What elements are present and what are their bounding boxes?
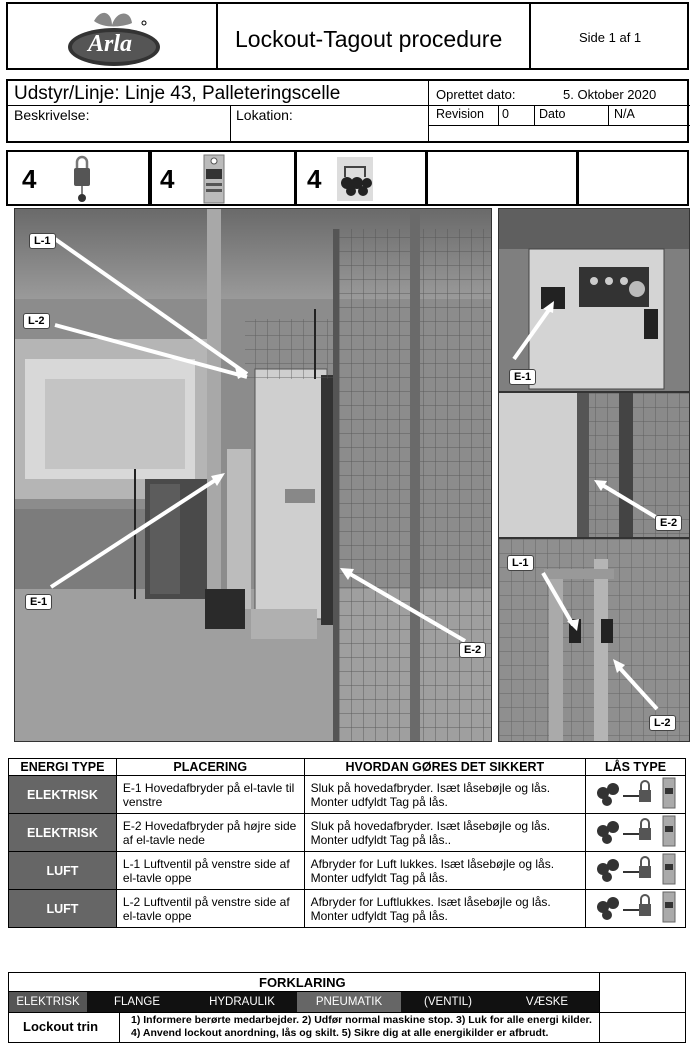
lockout-steps-label: Lockout trin [23, 1019, 99, 1034]
placement-cell: E-2 Hovedafbryder på højre side af el-tavle nede [116, 814, 304, 852]
legend-item: HYDRAULIK [187, 992, 297, 1012]
hasp-count: 4 [307, 164, 322, 194]
legend-item: VÆSKE [495, 992, 599, 1012]
tag-count: 4 [160, 164, 175, 194]
energy-type-badge: ELEKTRISK [27, 787, 98, 802]
header-logo-box [6, 2, 218, 70]
padlock-icon [72, 154, 92, 204]
placement-cell: E-1 Hovedafbryder på el-tavle til venstre [116, 776, 304, 814]
photo-label-e1: E-1 [25, 594, 52, 610]
photo-top-right [498, 208, 690, 392]
lock-devices-icon [593, 890, 679, 924]
how-cell: Sluk på hovedafbryder. Isæt låsebøjle og lås. Monter udfyldt Tag på lås. [304, 776, 585, 814]
how-cell: Afbryder for Luft lukkes. Isæt låsebøjle og lås. Monter udfyldt Tag på lås. [304, 852, 585, 890]
photo-bottom-right [498, 538, 690, 742]
header-lock-type: LÅS TYPE [586, 759, 686, 776]
placement-cell: L-2 Luftventil på venstre side af el-tavle oppe [116, 890, 304, 928]
header-title-box [216, 2, 531, 70]
lock-devices-icon [593, 852, 679, 886]
created-value: 5. Oktober 2020 [563, 87, 657, 102]
lockout-steps-line2: 4) Anvend lockout anordning, lås og skilt. 5) Sikre dig at alle energikilder er afbrudt. [131, 1027, 549, 1039]
location-label: Lokation: [236, 107, 293, 123]
photo-label-l1: L-1 [29, 233, 56, 249]
description-label: Beskrivelse: [14, 107, 90, 123]
device-count-box-1 [6, 150, 150, 206]
date-label: Dato [539, 107, 566, 121]
info-box [6, 79, 689, 143]
energy-type-badge: LUFT [46, 863, 79, 878]
page-number: Side 1 af 1 [579, 30, 642, 45]
legend-box [8, 972, 686, 1043]
revision-label: Revision [436, 107, 484, 121]
header-energy-type: ENERGI TYPE [9, 759, 117, 776]
legend-title: FORKLARING [259, 975, 346, 990]
photo-mid-right [498, 392, 690, 538]
legend-item: ELEKTRISK [9, 992, 87, 1012]
equipment-line: Udstyr/Linje: Linje 43, Palleteringscelle [14, 83, 341, 104]
how-cell: Sluk på hovedafbryder. Isæt låsebøjle og lås. Monter udfyldt Tag på lås.. [304, 814, 585, 852]
photo-label-l2-detail: L-2 [649, 715, 676, 731]
lock-type-cell [586, 814, 686, 852]
lockout-steps-line1: 1) Informere berørte medarbejder. 2) Udfør normal maskine stop. 3) Luk for alle energi kilder. [131, 1014, 592, 1026]
photo-label-l2: L-2 [23, 313, 50, 329]
hasp-icon [337, 157, 373, 201]
device-count-box-4 [426, 150, 578, 206]
logo-text: Arla [88, 31, 133, 57]
device-count-box-3 [295, 150, 427, 206]
how-cell: Afbryder for Luftlukkes. Isæt låsebøjle og lås. Monter udfyldt Tag på lås. [304, 890, 585, 928]
photo-label-e1-detail: E-1 [509, 369, 536, 385]
photo-label-e2: E-2 [459, 642, 486, 658]
table-row [9, 814, 686, 852]
energy-type-badge: LUFT [46, 901, 79, 916]
page-title: Lockout-Tagout procedure [235, 26, 503, 52]
lock-devices-icon [593, 776, 679, 810]
table-row [9, 852, 686, 890]
table-row [9, 890, 686, 928]
placement-cell: L-1 Luftventil på venstre side af el-tavle oppe [116, 852, 304, 890]
main-photo [14, 208, 492, 742]
date-value: N/A [614, 107, 635, 121]
legend-item: (VENTIL) [401, 992, 495, 1012]
lock-type-cell [586, 852, 686, 890]
lock-type-cell [586, 776, 686, 814]
header-placement: PLACERING [116, 759, 304, 776]
padlock-count: 4 [22, 164, 37, 194]
header-how: HVORDAN GØRES DET SIKKERT [304, 759, 585, 776]
created-label: Oprettet dato: [436, 87, 516, 102]
tag-icon [202, 153, 226, 205]
table-row [9, 776, 686, 814]
photo-label-l1-detail: L-1 [507, 555, 534, 571]
legend-item: FLANGE [87, 992, 187, 1012]
legend-item: PNEUMATIK [297, 992, 401, 1012]
energy-type-badge: ELEKTRISK [27, 825, 98, 840]
header-page-box [529, 2, 689, 70]
device-count-box-2 [150, 150, 296, 206]
lock-devices-icon [593, 814, 679, 848]
device-count-box-5 [577, 150, 689, 206]
legend-colors [9, 992, 599, 1012]
revision-value: 0 [502, 107, 509, 121]
energy-table [8, 758, 686, 928]
photo-label-e2-detail: E-2 [655, 515, 682, 531]
lock-type-cell [586, 890, 686, 928]
